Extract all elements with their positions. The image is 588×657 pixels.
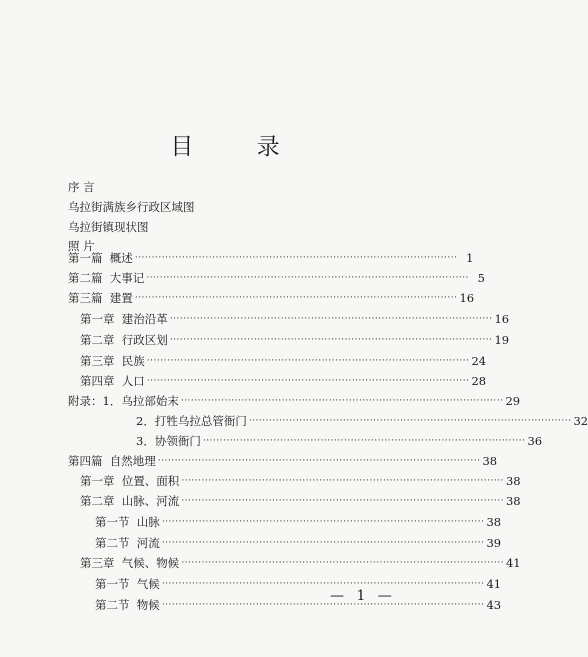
toc-page: 16 [494,312,510,326]
toc-leader: ································································································ [161,517,485,527]
front-matter-4: 照 片 [68,239,95,253]
toc-page: 32 [573,414,588,428]
toc-leader: ································································································ [146,356,470,366]
toc-label: 第一节 山脉 [95,515,160,529]
front-matter-3: 乌拉街镇现状图 [68,220,149,234]
toc-leader: ································································································ [248,416,572,426]
toc-entry [80,554,521,572]
toc-leader: ································································································ [181,558,504,568]
toc-entry [80,372,487,390]
toc-label: 附录：1．乌拉部始末 [68,394,179,408]
toc-label: 第二节 河流 [95,536,160,550]
toc-page: 38 [505,494,521,508]
toc-page: 38 [486,515,502,529]
toc-label: 第二章 行政区划 [80,333,168,347]
toc-entry [136,432,543,450]
toc-label: 第一章 位置、面积 [80,474,180,488]
toc-entry [80,472,521,490]
toc-leader: ································································································ [161,579,485,589]
toc-label: 第一章 建治沿革 [80,312,168,326]
toc-page: 41 [505,556,521,570]
toc-label: 第二篇 大事记 [68,271,145,285]
toc-page: 28 [471,374,487,388]
toc-entry [80,331,510,349]
toc-page: 16 [459,291,475,305]
toc-entry [68,269,485,287]
page-number-footer: — 1 — [330,588,396,604]
toc-label: 第三章 气候、物候 [80,556,180,570]
front-matter-1: 序 言 [68,180,95,194]
toc-label: 第三章 民族 [80,354,145,368]
page-title: 目 录 [170,134,308,160]
toc-page: 1 [466,251,474,265]
toc-leader: ································································································ [181,476,504,486]
toc-page: 29 [505,394,521,408]
toc-leader: ································································································ [157,456,481,466]
toc-label: 第二章 山脉、河流 [80,494,180,508]
toc-page: 19 [494,333,510,347]
toc-leader: ································································································ [134,253,458,263]
toc-leader: ································································································ [180,396,504,406]
toc-page: 36 [527,434,543,448]
toc-page: 41 [486,577,502,591]
toc-leader: ································································································ [181,496,504,506]
toc-page: 38 [482,454,498,468]
toc-page: 5 [477,271,485,285]
toc-entry [95,534,502,552]
toc-entry [80,352,487,370]
toc-leader: ································································································ [146,273,469,283]
toc-entry [95,513,502,531]
toc-label: 第四章 人口 [80,374,145,388]
toc-label: 第一篇 概述 [68,251,133,265]
front-matter-2: 乌拉街满族乡行政区域图 [68,200,195,214]
toc-leader: ································································································ [169,314,493,324]
toc-label: 第一节 气候 [95,577,160,591]
toc-leader: ································································································ [169,335,493,345]
toc-label: 3．协领衙门 [136,434,201,448]
toc-label: 第三篇 建置 [68,291,133,305]
toc-page: 24 [471,354,487,368]
toc-entry [80,492,521,510]
toc-leader: ································································································ [161,538,485,548]
toc-leader: ································································································ [146,376,470,386]
toc-page: 39 [486,536,502,550]
toc-entry [68,452,498,470]
toc-label: 第二节 物候 [95,598,160,612]
toc-leader: ································································································ [134,293,458,303]
toc-page: 43 [486,598,502,612]
toc-page: 38 [505,474,521,488]
toc-entry [80,310,510,328]
toc-entry [68,249,474,267]
toc-label: 2．打牲乌拉总管衙门 [136,414,247,428]
toc-entry [68,392,521,410]
toc-label: 第四篇 自然地理 [68,454,156,468]
toc-leader: ································································································ [161,600,485,610]
toc-entry [68,289,475,307]
toc-leader: ································································································ [202,436,526,446]
toc-entry [136,412,588,430]
